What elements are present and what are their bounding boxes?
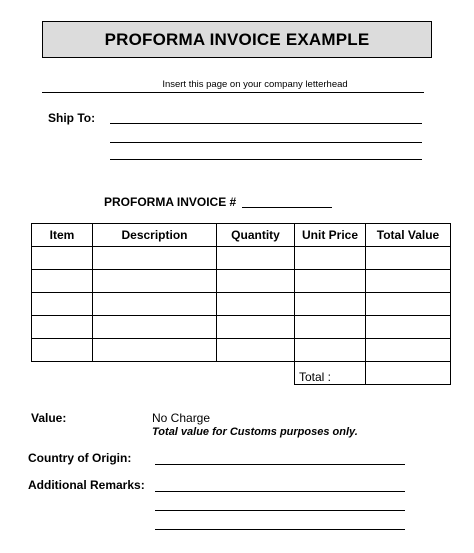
column-header-quantity: Quantity bbox=[217, 224, 295, 247]
table-cell[interactable] bbox=[295, 316, 366, 339]
value-label: Value: bbox=[31, 411, 67, 425]
table-cell[interactable] bbox=[32, 316, 93, 339]
table-row bbox=[32, 270, 451, 293]
remarks-line-3[interactable] bbox=[155, 529, 405, 530]
table-cell[interactable] bbox=[217, 339, 295, 362]
letterhead-divider bbox=[42, 92, 424, 93]
document-title: PROFORMA INVOICE EXAMPLE bbox=[42, 21, 432, 58]
table-cell[interactable] bbox=[32, 247, 93, 270]
total-label: Total : bbox=[295, 362, 366, 385]
table-cell[interactable] bbox=[32, 270, 93, 293]
additional-remarks-label: Additional Remarks: bbox=[28, 478, 145, 492]
table-cell[interactable] bbox=[217, 293, 295, 316]
country-of-origin-field[interactable] bbox=[155, 464, 405, 465]
table-header-row bbox=[32, 224, 451, 247]
table-row bbox=[32, 293, 451, 316]
table-cell[interactable] bbox=[366, 316, 451, 339]
total-row bbox=[32, 362, 451, 385]
table-spacer bbox=[217, 362, 295, 385]
items-table bbox=[31, 223, 451, 385]
table-cell[interactable] bbox=[295, 247, 366, 270]
table-cell[interactable] bbox=[366, 293, 451, 316]
table-cell[interactable] bbox=[295, 339, 366, 362]
table-cell[interactable] bbox=[295, 293, 366, 316]
table-cell[interactable] bbox=[217, 270, 295, 293]
invoice-number-field[interactable] bbox=[242, 207, 332, 208]
ship-to-line-1[interactable] bbox=[110, 123, 422, 124]
table-cell[interactable] bbox=[366, 339, 451, 362]
table-spacer bbox=[93, 362, 217, 385]
total-value-cell[interactable] bbox=[366, 362, 451, 385]
remarks-line-1[interactable] bbox=[155, 491, 405, 492]
value-text: No Charge bbox=[152, 411, 211, 425]
column-header-item: Item bbox=[32, 224, 93, 247]
table-cell[interactable] bbox=[295, 270, 366, 293]
table-cell[interactable] bbox=[93, 247, 217, 270]
ship-to-line-2[interactable] bbox=[110, 142, 422, 143]
table-cell[interactable] bbox=[93, 339, 217, 362]
ship-to-label: Ship To: bbox=[48, 111, 96, 125]
table-cell[interactable] bbox=[93, 316, 217, 339]
country-of-origin-label: Country of Origin: bbox=[28, 451, 132, 465]
table-cell[interactable] bbox=[93, 270, 217, 293]
column-header-unit-price: Unit Price bbox=[295, 224, 366, 247]
letterhead-note: Insert this page on your company letterhead bbox=[162, 79, 348, 90]
remarks-line-2[interactable] bbox=[155, 510, 405, 511]
table-cell[interactable] bbox=[366, 270, 451, 293]
customs-note: Total value for Customs purposes only. bbox=[152, 426, 358, 438]
table-cell[interactable] bbox=[366, 247, 451, 270]
column-header-total-value: Total Value bbox=[366, 224, 451, 247]
column-header-description: Description bbox=[93, 224, 217, 247]
table-row bbox=[32, 316, 451, 339]
table-cell[interactable] bbox=[217, 247, 295, 270]
ship-to-line-3[interactable] bbox=[110, 159, 422, 160]
table-cell[interactable] bbox=[93, 293, 217, 316]
invoice-number-label: PROFORMA INVOICE # bbox=[104, 195, 237, 209]
table-cell[interactable] bbox=[32, 293, 93, 316]
table-row bbox=[32, 247, 451, 270]
table-spacer bbox=[32, 362, 93, 385]
table-cell[interactable] bbox=[217, 316, 295, 339]
table-cell[interactable] bbox=[32, 339, 93, 362]
table-row bbox=[32, 339, 451, 362]
